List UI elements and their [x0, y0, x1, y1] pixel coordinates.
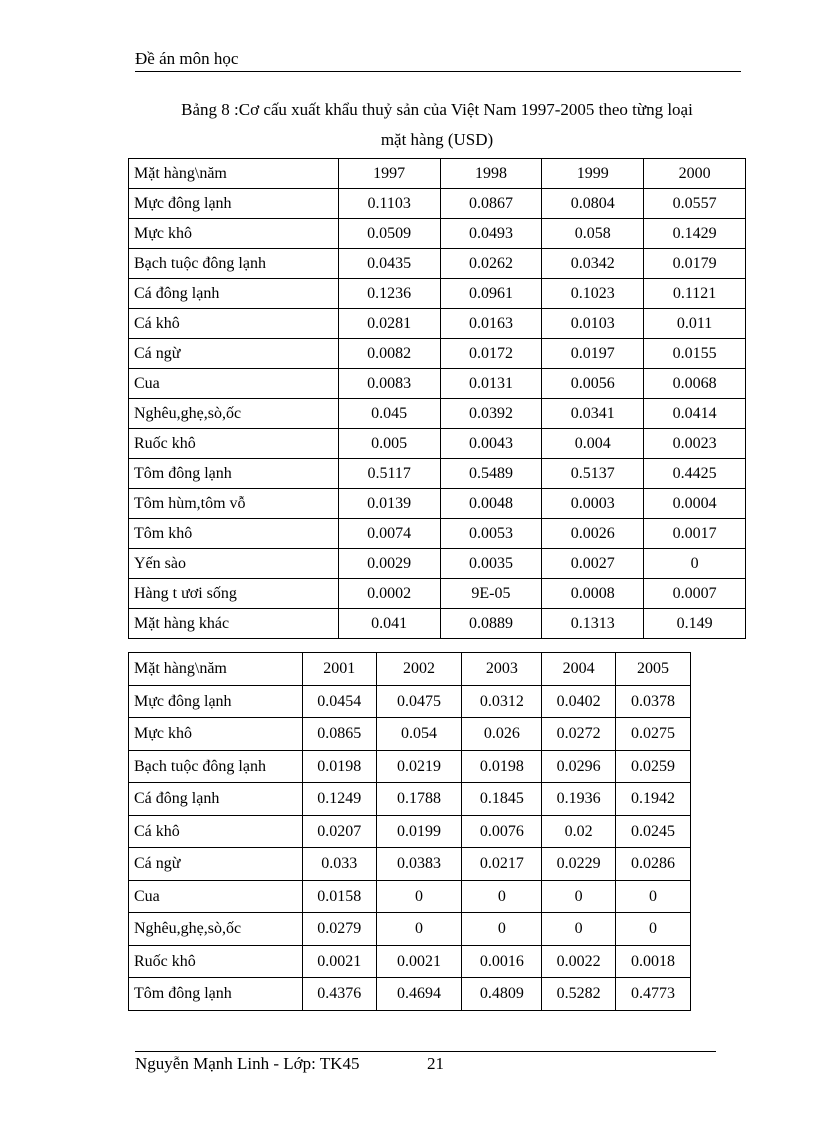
- value-cell: 0.0865: [302, 718, 376, 751]
- value-cell: 0.5117: [338, 459, 440, 489]
- value-cell: 0.0509: [338, 219, 440, 249]
- table-row: [129, 369, 746, 399]
- column-header-year: 2000: [644, 159, 746, 189]
- value-cell: 0.5137: [542, 459, 644, 489]
- value-cell: 0.0296: [542, 750, 616, 783]
- value-cell: 0.0043: [440, 429, 542, 459]
- value-cell: 0.0279: [302, 913, 376, 946]
- value-cell: 0.0867: [440, 189, 542, 219]
- product-name-cell: Ruốc khô: [129, 945, 303, 978]
- value-cell: 0.011: [644, 309, 746, 339]
- value-cell: 0.0103: [542, 309, 644, 339]
- product-name-cell: Ruốc khô: [129, 429, 339, 459]
- table-caption-line-1: Bảng 8 :Cơ cấu xuất khẩu thuỷ sản của Việt Nam 1997-2005 theo từng loại: [181, 100, 693, 119]
- product-name-cell: Tôm đông lạnh: [129, 978, 303, 1011]
- column-header-year: 2004: [542, 653, 616, 686]
- table-caption-line-2: mặt hàng (USD): [380, 130, 494, 149]
- value-cell: 9E-05: [440, 579, 542, 609]
- value-cell: 0.0155: [644, 339, 746, 369]
- value-cell: 0.0022: [542, 945, 616, 978]
- table-row: [129, 219, 746, 249]
- value-cell: 0.0003: [542, 489, 644, 519]
- value-cell: 0.0053: [440, 519, 542, 549]
- value-cell: 0.0961: [440, 279, 542, 309]
- page-header-title: Đề án môn học: [135, 49, 239, 68]
- value-cell: 0.5489: [440, 459, 542, 489]
- footer-divider: [135, 1051, 716, 1052]
- value-cell: 0.0281: [338, 309, 440, 339]
- value-cell: 0.0002: [338, 579, 440, 609]
- table-row: [129, 249, 746, 279]
- value-cell: 0.0402: [542, 685, 616, 718]
- value-cell: 0.0017: [644, 519, 746, 549]
- value-cell: 0.02: [542, 815, 616, 848]
- value-cell: 0.0557: [644, 189, 746, 219]
- value-cell: 0.0229: [542, 848, 616, 881]
- value-cell: 0.0341: [542, 399, 644, 429]
- value-cell: 0.1236: [338, 279, 440, 309]
- value-cell: 0: [644, 549, 746, 579]
- value-cell: 0.0007: [644, 579, 746, 609]
- value-cell: 0.1429: [644, 219, 746, 249]
- column-header-year: 1997: [338, 159, 440, 189]
- value-cell: 0.1313: [542, 609, 644, 639]
- table-row: [129, 459, 746, 489]
- value-cell: 0.026: [462, 718, 542, 751]
- column-header-year: 1999: [542, 159, 644, 189]
- column-header-year: 2005: [616, 653, 691, 686]
- product-name-cell: Cá ngừ: [129, 339, 339, 369]
- page-number: 21: [427, 1054, 444, 1073]
- value-cell: 0.0021: [376, 945, 462, 978]
- table-caption: [128, 95, 746, 155]
- value-cell: 0.0312: [462, 685, 542, 718]
- value-cell: 0.0414: [644, 399, 746, 429]
- value-cell: 0.1121: [644, 279, 746, 309]
- value-cell: 0.0475: [376, 685, 462, 718]
- value-cell: 0.1788: [376, 783, 462, 816]
- value-cell: 0.1103: [338, 189, 440, 219]
- value-cell: 0.4376: [302, 978, 376, 1011]
- table-row: [129, 913, 691, 946]
- value-cell: 0.0023: [644, 429, 746, 459]
- column-header-item: Mặt hàng\năm: [129, 159, 339, 189]
- product-name-cell: Mặt hàng khác: [129, 609, 339, 639]
- value-cell: 0.0219: [376, 750, 462, 783]
- table-a-header-row: [129, 159, 746, 189]
- value-cell: 0.4809: [462, 978, 542, 1011]
- product-name-cell: Nghêu,ghẹ,sò,ốc: [129, 399, 339, 429]
- value-cell: 0: [376, 913, 462, 946]
- value-cell: 0.0172: [440, 339, 542, 369]
- table-row: [129, 783, 691, 816]
- value-cell: 0.0286: [616, 848, 691, 881]
- table-row: [129, 549, 746, 579]
- value-cell: 0.1249: [302, 783, 376, 816]
- value-cell: 0.041: [338, 609, 440, 639]
- value-cell: 0.058: [542, 219, 644, 249]
- value-cell: 0.1942: [616, 783, 691, 816]
- table-row: [129, 848, 691, 881]
- value-cell: 0.4425: [644, 459, 746, 489]
- table-row: [129, 718, 691, 751]
- table-row: [129, 189, 746, 219]
- product-name-cell: Tôm hùm,tôm vỗ: [129, 489, 339, 519]
- product-name-cell: Cá đông lạnh: [129, 783, 303, 816]
- product-name-cell: Mực khô: [129, 718, 303, 751]
- value-cell: 0.0383: [376, 848, 462, 881]
- table-row: [129, 945, 691, 978]
- value-cell: 0.0082: [338, 339, 440, 369]
- product-name-cell: Cá đông lạnh: [129, 279, 339, 309]
- value-cell: 0.0207: [302, 815, 376, 848]
- table-row: [129, 279, 746, 309]
- value-cell: 0.0889: [440, 609, 542, 639]
- value-cell: 0: [542, 913, 616, 946]
- table-row: [129, 489, 746, 519]
- value-cell: 0.0199: [376, 815, 462, 848]
- value-cell: 0: [376, 880, 462, 913]
- value-cell: 0.0179: [644, 249, 746, 279]
- value-cell: 0.0004: [644, 489, 746, 519]
- column-header-item: Mặt hàng\năm: [129, 653, 303, 686]
- value-cell: 0: [462, 880, 542, 913]
- value-cell: 0.0454: [302, 685, 376, 718]
- value-cell: 0.4694: [376, 978, 462, 1011]
- value-cell: 0.0018: [616, 945, 691, 978]
- value-cell: 0: [616, 913, 691, 946]
- table-b-header-row: [129, 653, 691, 686]
- value-cell: 0.0029: [338, 549, 440, 579]
- product-name-cell: Cá khô: [129, 815, 303, 848]
- product-name-cell: Tôm khô: [129, 519, 339, 549]
- table-row: [129, 519, 746, 549]
- column-header-year: 2001: [302, 653, 376, 686]
- table-row: [129, 978, 691, 1011]
- product-name-cell: Nghêu,ghẹ,sò,ốc: [129, 913, 303, 946]
- table-row: [129, 880, 691, 913]
- value-cell: 0.033: [302, 848, 376, 881]
- product-name-cell: Bạch tuộc đông lạnh: [129, 750, 303, 783]
- value-cell: 0.0027: [542, 549, 644, 579]
- value-cell: 0.0198: [462, 750, 542, 783]
- value-cell: 0.0048: [440, 489, 542, 519]
- value-cell: 0.0217: [462, 848, 542, 881]
- column-header-year: 1998: [440, 159, 542, 189]
- value-cell: 0.0016: [462, 945, 542, 978]
- value-cell: 0.004: [542, 429, 644, 459]
- value-cell: 0.0158: [302, 880, 376, 913]
- value-cell: 0.4773: [616, 978, 691, 1011]
- value-cell: 0.0026: [542, 519, 644, 549]
- value-cell: 0.0342: [542, 249, 644, 279]
- value-cell: 0.1936: [542, 783, 616, 816]
- product-name-cell: Mực đông lạnh: [129, 189, 339, 219]
- value-cell: 0.0197: [542, 339, 644, 369]
- value-cell: 0.5282: [542, 978, 616, 1011]
- export-table-2001-2005: [128, 652, 691, 1011]
- product-name-cell: Mực khô: [129, 219, 339, 249]
- product-name-cell: Bạch tuộc đông lạnh: [129, 249, 339, 279]
- product-name-cell: Cua: [129, 880, 303, 913]
- table-row: [129, 339, 746, 369]
- table-row: [129, 609, 746, 639]
- product-name-cell: Yến sào: [129, 549, 339, 579]
- table-row: [129, 685, 691, 718]
- value-cell: 0.0272: [542, 718, 616, 751]
- value-cell: 0: [616, 880, 691, 913]
- table-row: [129, 309, 746, 339]
- value-cell: 0: [462, 913, 542, 946]
- value-cell: 0: [542, 880, 616, 913]
- value-cell: 0.0021: [302, 945, 376, 978]
- value-cell: 0.0804: [542, 189, 644, 219]
- value-cell: 0.0378: [616, 685, 691, 718]
- table-row: [129, 429, 746, 459]
- product-name-cell: Cá khô: [129, 309, 339, 339]
- value-cell: 0.0008: [542, 579, 644, 609]
- value-cell: 0.0245: [616, 815, 691, 848]
- table-row: [129, 815, 691, 848]
- value-cell: 0.0493: [440, 219, 542, 249]
- product-name-cell: Cá ngừ: [129, 848, 303, 881]
- value-cell: 0.005: [338, 429, 440, 459]
- value-cell: 0.149: [644, 609, 746, 639]
- value-cell: 0.1845: [462, 783, 542, 816]
- value-cell: 0.0131: [440, 369, 542, 399]
- table-row: [129, 399, 746, 429]
- header-divider: [135, 71, 741, 72]
- value-cell: 0.045: [338, 399, 440, 429]
- column-header-year: 2002: [376, 653, 462, 686]
- value-cell: 0.1023: [542, 279, 644, 309]
- product-name-cell: Hàng t ươi sống: [129, 579, 339, 609]
- product-name-cell: Tôm đông lạnh: [129, 459, 339, 489]
- value-cell: 0.0068: [644, 369, 746, 399]
- column-header-year: 2003: [462, 653, 542, 686]
- value-cell: 0.0198: [302, 750, 376, 783]
- table-row: [129, 750, 691, 783]
- product-name-cell: Cua: [129, 369, 339, 399]
- table-row: [129, 579, 746, 609]
- value-cell: 0.0435: [338, 249, 440, 279]
- product-name-cell: Mực đông lạnh: [129, 685, 303, 718]
- value-cell: 0.0262: [440, 249, 542, 279]
- export-table-1997-2000: [128, 158, 746, 639]
- value-cell: 0.0083: [338, 369, 440, 399]
- footer-author: Nguyễn Mạnh Linh - Lớp: TK45: [135, 1054, 360, 1073]
- value-cell: 0.0275: [616, 718, 691, 751]
- value-cell: 0.0392: [440, 399, 542, 429]
- value-cell: 0.0074: [338, 519, 440, 549]
- value-cell: 0.0163: [440, 309, 542, 339]
- value-cell: 0.0056: [542, 369, 644, 399]
- value-cell: 0.054: [376, 718, 462, 751]
- value-cell: 0.0076: [462, 815, 542, 848]
- value-cell: 0.0035: [440, 549, 542, 579]
- value-cell: 0.0259: [616, 750, 691, 783]
- value-cell: 0.0139: [338, 489, 440, 519]
